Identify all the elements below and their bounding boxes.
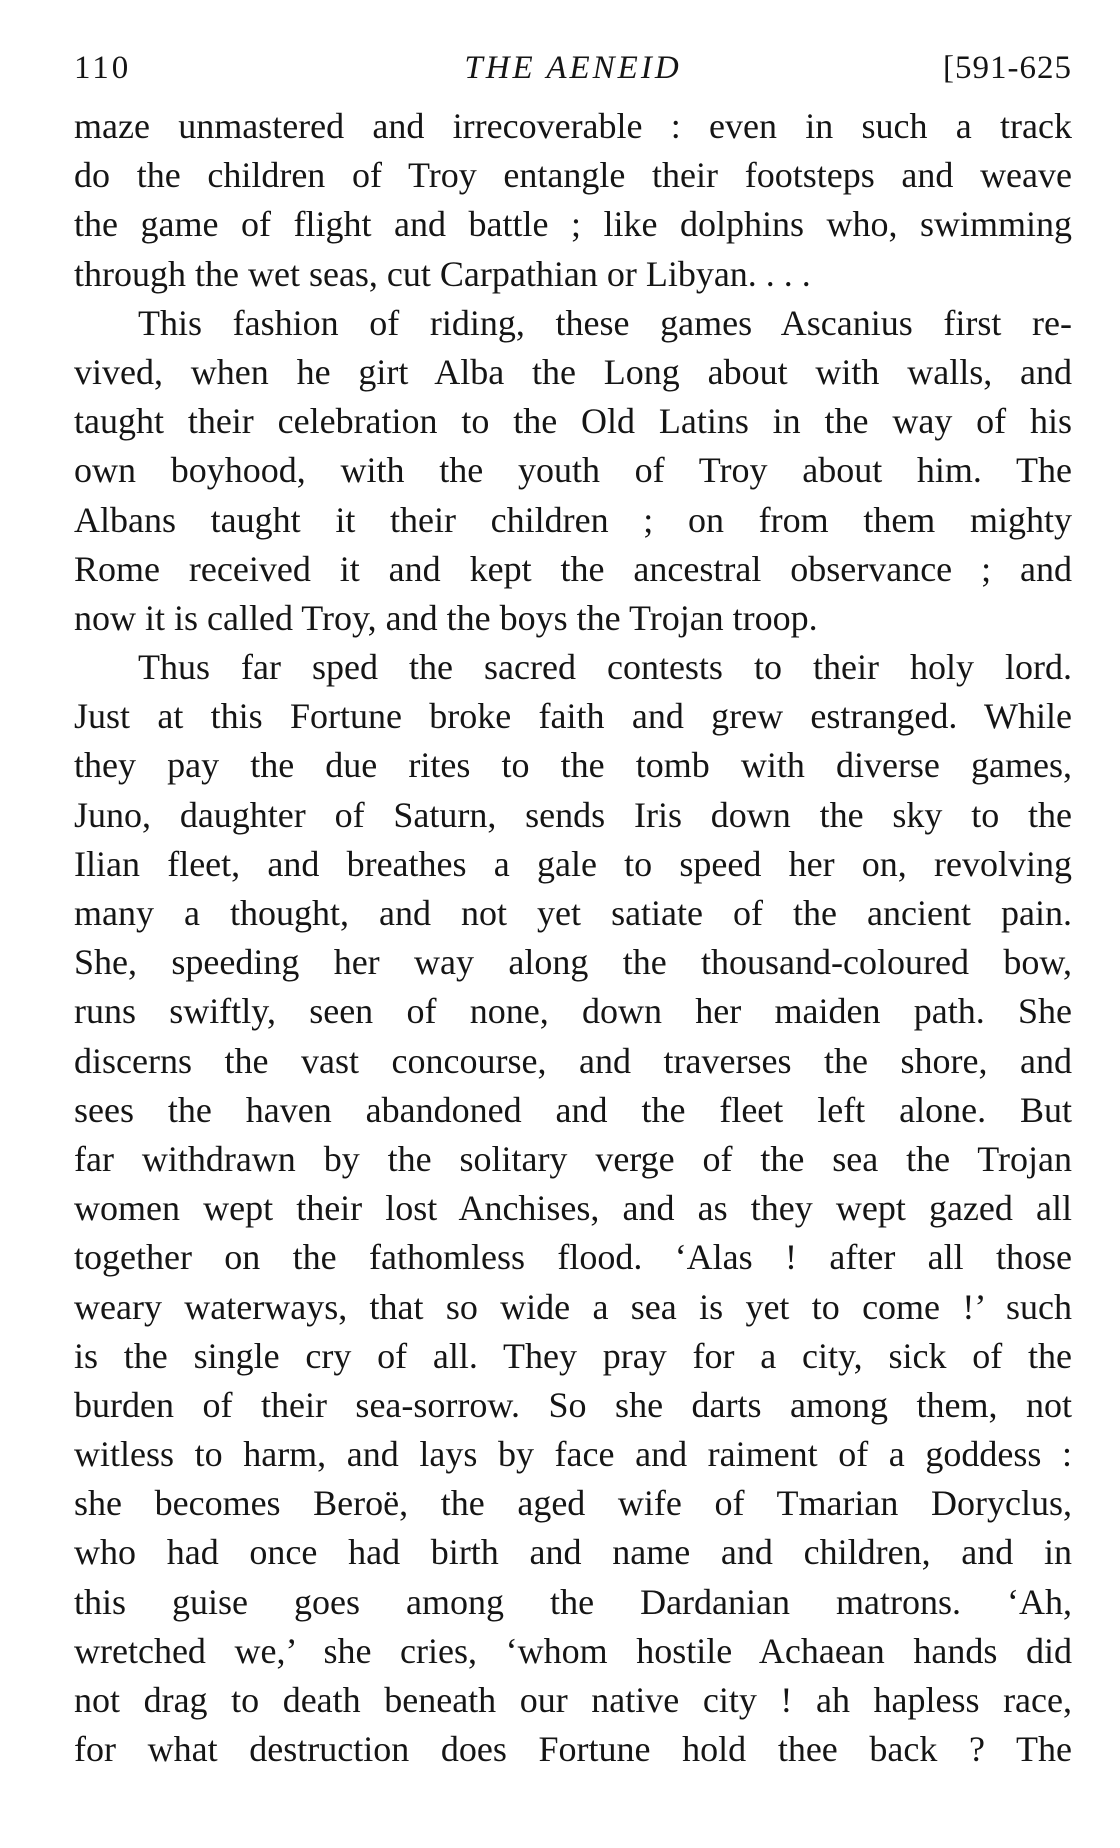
text-line: Just at this Fortune broke faith and grew estranged. While xyxy=(74,696,1072,737)
text-line: Rome received it and kept the ancestral observance ; and xyxy=(74,548,1072,589)
text-line: together on the fathomless flood. ‘Alas ! after all those xyxy=(74,1237,1072,1278)
text-line: Ilian fleet, and breathes a gale to speed her on, revolving xyxy=(74,843,1072,884)
text-line: she becomes Beroë, the aged wife of Tmarian Doryclus, xyxy=(74,1483,1072,1524)
text-line: through the wet seas, cut Carpathian or Libyan. . . . xyxy=(74,253,811,294)
text-line: women wept their lost Anchises, and as they wept gazed all xyxy=(74,1188,1072,1229)
text-line: for what destruction does Fortune hold thee back ? The xyxy=(74,1729,1072,1770)
running-title: THE AENEID xyxy=(464,50,682,86)
text-line: do the children of Troy entangle their footsteps and weave xyxy=(74,155,1072,196)
text-line: Albans taught it their children ; on from them mighty xyxy=(74,499,1072,540)
text-line: burden of their sea-sorrow. So she darts among them, not xyxy=(74,1384,1072,1425)
body-text xyxy=(74,102,1072,1774)
line-range: [591-625 xyxy=(943,50,1072,86)
page-number: 110 xyxy=(74,50,132,86)
book-page xyxy=(74,40,1072,1774)
text-line: many a thought, and not yet satiate of the ancient pain. xyxy=(74,893,1072,933)
text-line: discerns the vast concourse, and traverses the shore, and xyxy=(74,1040,1072,1081)
text-line: Juno, daughter of Saturn, sends Iris down the sky to the xyxy=(74,794,1072,835)
text-line: witless to harm, and lays by face and raiment of a goddess : xyxy=(74,1434,1072,1475)
text-line: now it is called Troy, and the boys the Trojan troop. xyxy=(74,597,818,638)
text-line: runs swiftly, seen of none, down her maiden path. She xyxy=(74,991,1072,1032)
text-line: far withdrawn by the solitary verge of the sea the Trojan xyxy=(74,1138,1072,1179)
text-line: is the single cry of all. They pray for a city, sick of the xyxy=(74,1335,1072,1376)
text-line: this guise goes among the Dardanian matrons. ‘Ah, xyxy=(74,1581,1072,1622)
text-line: the game of flight and battle ; like dolphins who, swimming xyxy=(74,204,1072,245)
text-line: This fashion of riding, these games Ascanius first re- xyxy=(138,302,1072,343)
text-line: who had once had birth and name and children, and in xyxy=(74,1532,1072,1573)
text-line: Thus far sped the sacred contests to their holy lord. xyxy=(138,647,1072,688)
text-line: taught their celebration to the Old Latins in the way of his xyxy=(74,401,1072,442)
paragraph xyxy=(74,299,1072,643)
text-line: wretched we,’ she cries, ‘whom hostile Achaean hands did xyxy=(74,1630,1072,1671)
running-head xyxy=(74,40,1072,96)
text-line: weary waterways, that so wide a sea is yet to come !’ such xyxy=(74,1286,1072,1327)
text-line: they pay the due rites to the tomb with diverse games, xyxy=(74,745,1072,786)
text-line: maze unmastered and irrecoverable : even in such a track xyxy=(74,106,1072,146)
paragraph xyxy=(74,102,1072,299)
text-line: She, speeding her way along the thousand-coloured bow, xyxy=(74,942,1072,983)
text-line: sees the haven abandoned and the fleet left alone. But xyxy=(74,1089,1072,1130)
text-line: not drag to death beneath our native city ! ah hapless race, xyxy=(74,1680,1072,1720)
text-line: own boyhood, with the youth of Troy about him. The xyxy=(74,450,1072,491)
text-line: vived, when he girt Alba the Long about with walls, and xyxy=(74,351,1072,392)
paragraph xyxy=(74,643,1072,1774)
